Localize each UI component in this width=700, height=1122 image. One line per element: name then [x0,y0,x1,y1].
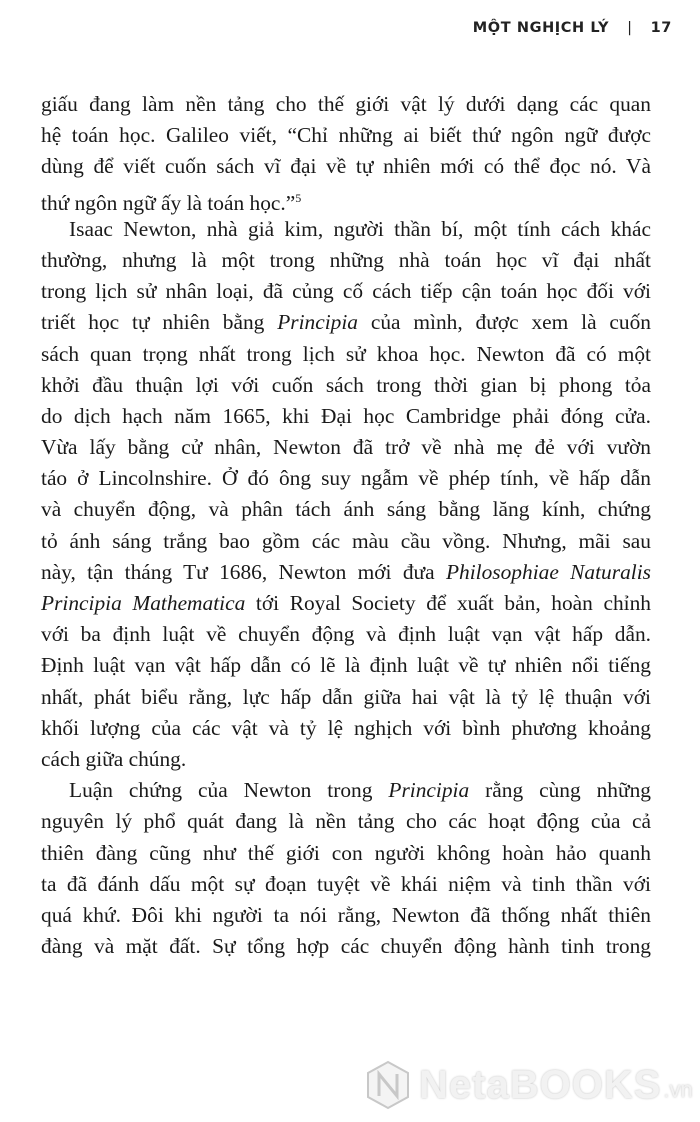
text-line: táo ở Lincolnshire. Ở đó ông suy ngẫm về phép tính, về hấp dẫn [41,466,651,491]
page-number: 17 [650,20,672,36]
text-line: do dịch hạch năm 1665, khi Đại học Cambridge phải đóng cửa. [41,403,651,428]
text-line: giấu đang làm nền tảng cho thế giới vật lý dưới dạng các quan [41,92,651,116]
text-line: quá khứ. Đôi khi người ta nói rằng, Newton đã thống nhất thiên [41,902,651,927]
header-separator: | [627,20,633,36]
footnote-marker[interactable]: 5 [295,190,302,205]
text-run: này, tận tháng Tư 1686, Newton mới đưa [41,559,446,584]
book-title-italic: Principia [277,310,358,335]
text-line: thiên đàng cũng như thế giới con người không hoàn hảo quanh [41,840,651,865]
text-line: với ba định luật về chuyển động và định luật vạn vật hấp dẫn. [41,622,651,647]
text-line: đàng và mặt đất. Sự tổng hợp các chuyển động hành tinh trong [41,934,651,959]
text-run: của mình, được xem là cuốn [358,310,651,335]
quote-text: thứ ngôn ngữ ấy là toán học.” [41,190,296,215]
text-line [41,183,651,214]
watermark [365,1060,693,1110]
running-head [473,20,672,36]
text-run: triết học tự nhiên bằng [41,310,278,335]
chapter-title: MỘT NGHỊCH LÝ [472,20,610,36]
book-title-italic: Principia [388,778,470,803]
text-line: Định luật vạn vật hấp dẫn có lẽ là định luật về tự nhiên nổi tiếng [41,653,651,678]
paragraph-3 [41,775,651,962]
text-run: rằng cùng những [469,778,651,803]
book-title-italic: Principia Mathematica [41,591,246,615]
text-line [41,588,651,619]
text-line: dùng để viết cuốn sách vĩ đại về tự nhiên mới có thể đọc nó. Và [41,154,651,179]
text-line: hệ toán học. Galileo viết, “Chỉ những ai biết thứ ngôn ngữ được [41,123,651,148]
paragraph-2 [41,214,651,775]
text-line: Vừa lấy bằng cử nhân, Newton đã trở về nhà mẹ đẻ với vườn [41,435,651,460]
watermark-tld: .vn [663,1077,693,1102]
watermark-brand: NetaBOOKS [419,1062,662,1107]
text-line: Isaac Newton, nhà giả kim, người thần bí, một tính cách khác [69,216,651,241]
book-title-italic: Philosophiae Naturalis [445,559,651,584]
netabooks-logo-icon [365,1060,411,1110]
text-line [41,557,651,588]
text-line [41,775,651,806]
text-line: khởi đầu thuận lợi với cuốn sách trong thời gian bị phong tỏa [41,372,651,397]
text-line: khối lượng của các vật và tỷ lệ nghịch với bình phương khoảng [41,715,651,740]
text-line: cách giữa chúng. [41,746,187,771]
text-line: nhất, phát biểu rằng, lực hấp dẫn giữa hai vật là tỷ lệ thuận với [41,684,651,709]
text-line: thường, nhưng là một trong những nhà toán học vĩ đại nhất [41,247,651,272]
text-line: và chuyển động, và phân tách ánh sáng bằng lăng kính, chứng [41,497,651,522]
text-line: trong lịch sử nhân loại, đã củng cố cách tiếp cận toán học đối với [41,279,651,304]
text-line [41,307,651,338]
text-line: nguyên lý phổ quát đang là nền tảng cho các hoạt động của cả [41,809,651,834]
text-line: ta đã đánh dấu một sự đoạn tuyệt về khái niệm và tinh thần với [41,871,651,896]
paragraph-1 [41,89,651,214]
text-run: tới Royal Society để xuất bản, hoàn chỉnh [245,591,651,615]
body-text [41,89,651,962]
text-line: sách quan trọng nhất trong lịch sử khoa học. Newton đã có một [41,341,651,366]
text-line: tỏ ánh sáng trắng bao gồm các màu cầu vồng. Nhưng, mãi sau [41,528,651,553]
text-run: Luận chứng của Newton trong [69,778,389,803]
